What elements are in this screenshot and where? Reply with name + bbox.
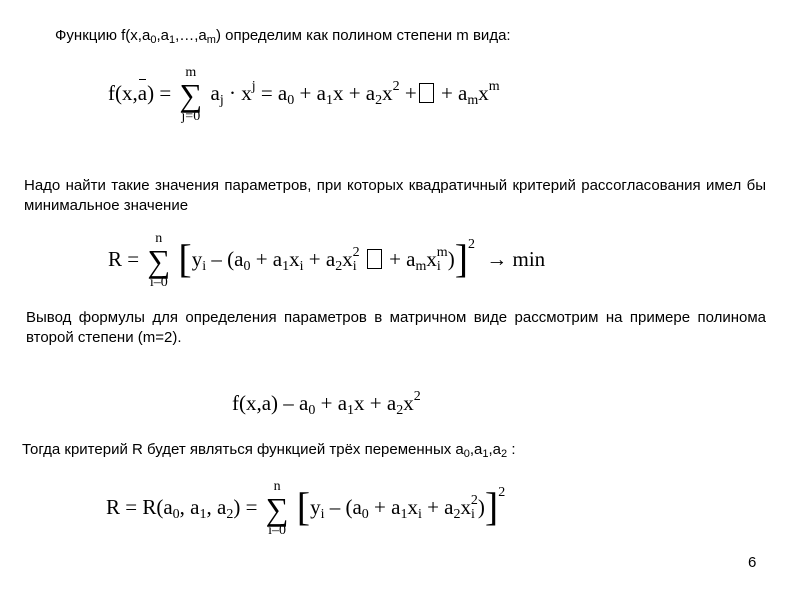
- formula-text: , a: [179, 494, 200, 519]
- formula-text: x: [460, 494, 472, 519]
- criterion-three-vars-formula: [106, 480, 505, 538]
- formula-sub: 2: [396, 403, 404, 418]
- formula-text: y: [310, 494, 321, 519]
- formula-text: + a: [389, 246, 416, 271]
- formula-sup: j: [251, 78, 256, 94]
- paragraph-three-variables: [22, 440, 516, 464]
- formula-sup: m: [436, 244, 448, 260]
- intro-sub: m: [206, 34, 216, 46]
- vector-a: a: [137, 80, 148, 105]
- formula-text: + a: [308, 246, 336, 271]
- formula-text: = a: [260, 80, 288, 105]
- sum-upper: n: [155, 231, 163, 246]
- bracket-close: ]: [484, 483, 499, 529]
- formula-text: x: [403, 391, 414, 415]
- formula-sub: 2: [453, 506, 461, 522]
- sigma-icon: ∑: [265, 491, 289, 527]
- intro-text: ) определим как полином степени m вида:: [215, 27, 511, 44]
- page-number: 6: [748, 554, 757, 571]
- formula-sub: m: [467, 92, 479, 108]
- sum-lower: i–0: [268, 523, 287, 538]
- formula-text: f(x,: [108, 80, 138, 105]
- formula-text: – (a: [211, 246, 244, 271]
- formula-sup: 2: [413, 389, 421, 404]
- formula-sub: i: [299, 258, 304, 274]
- sum-upper: m: [185, 65, 197, 80]
- formula-sub: j: [219, 92, 224, 108]
- formula-sub: 1: [400, 506, 408, 522]
- bracket-open: [: [178, 235, 192, 281]
- formula-sub: 1: [325, 92, 333, 108]
- formula-sub: 0: [243, 258, 251, 274]
- formula-text: y: [191, 246, 203, 271]
- formula-text: x + a: [354, 391, 397, 415]
- formula-text: x: [382, 80, 393, 105]
- formula-text: – (a: [329, 494, 362, 519]
- formula-text: f(x,a) – a: [232, 391, 309, 415]
- arrow-min: → min: [486, 246, 546, 271]
- formula-sub: 0: [308, 403, 316, 418]
- formula-sup: 2: [352, 244, 360, 260]
- formula-text: x: [426, 246, 437, 271]
- quadratic-formula: [232, 390, 421, 418]
- sum-symbol: [147, 232, 170, 290]
- formula-sub: i: [417, 506, 422, 522]
- sigma-icon: ∑: [179, 77, 203, 113]
- formula-text: x + a: [332, 80, 376, 105]
- formula-text: ) =: [147, 80, 172, 105]
- sum-symbol: [179, 66, 202, 124]
- formula-text: + a: [374, 494, 401, 519]
- sum-upper: n: [273, 479, 281, 494]
- paragraph-sub: 0: [463, 448, 470, 460]
- formula-text: + a: [299, 80, 326, 105]
- intro-text: ,…,a: [175, 27, 207, 44]
- intro-text: ,a: [156, 27, 169, 44]
- formula-text: + a: [427, 494, 454, 519]
- formula-text: R = R(a: [106, 494, 173, 519]
- bracket-open: [: [296, 483, 311, 529]
- formula-sub: m: [415, 258, 427, 274]
- formula-sub: 0: [172, 506, 180, 522]
- formula-text: x: [289, 246, 300, 271]
- formula-sub: i: [471, 506, 475, 522]
- formula-sub: 0: [361, 506, 369, 522]
- formula-text: R =: [108, 246, 140, 271]
- formula-text: x: [407, 494, 418, 519]
- formula-text: ) =: [233, 494, 258, 519]
- formula-sub: 2: [226, 506, 234, 522]
- bracket-close: ]: [454, 235, 469, 281]
- paragraph-text: Тогда критерий R будет являться функцией трёх переменных a: [22, 441, 464, 458]
- paragraph-text: ,a: [488, 441, 502, 458]
- paragraph-sub: 1: [482, 448, 489, 460]
- intro-sub: 1: [168, 34, 176, 46]
- criterion-formula: [108, 232, 545, 290]
- sum-symbol: [266, 480, 289, 538]
- formula-sup: 2: [470, 492, 478, 508]
- formula-sub: 1: [282, 258, 290, 274]
- formula-sub: 2: [335, 258, 343, 274]
- placeholder-box-icon: [419, 83, 434, 103]
- formula-sub: 1: [347, 403, 355, 418]
- paragraph-derivation: Вывод формулы для определения параметров в матричном виде рассмотрим на примере полинома второй степени (m=2).: [26, 309, 766, 346]
- formula-text: + a: [255, 246, 283, 271]
- intro-text: Функцию f(x,a: [55, 27, 151, 44]
- sum-lower: j=0: [181, 109, 201, 124]
- formula-text: ): [477, 494, 485, 519]
- formula-sub: 1: [199, 506, 207, 522]
- formula-sup: m: [488, 78, 500, 94]
- sum-lower: i–0: [149, 275, 168, 290]
- formula-text: a: [210, 80, 220, 105]
- paragraph-text: ,a: [469, 441, 483, 458]
- placeholder-box-icon: [367, 249, 382, 269]
- paragraph-criterion: Надо найти такие значения параметров, при которых квадратичный критерий рассогласования имел бы минимальное значение: [24, 177, 766, 214]
- sigma-icon: ∑: [147, 243, 171, 279]
- formula-sub: i: [202, 258, 207, 274]
- formula-text: · x: [228, 80, 252, 105]
- formula-text: ): [447, 246, 455, 271]
- formula-sub: i: [352, 258, 357, 274]
- formula-sup: 2: [392, 78, 400, 94]
- paragraph-sub: 2: [501, 448, 508, 460]
- formula-text: x: [342, 246, 353, 271]
- formula-sup: 2: [498, 484, 506, 500]
- formula-text: + a: [440, 80, 468, 105]
- formula-text: , a: [206, 494, 227, 519]
- formula-sub: i: [436, 258, 441, 274]
- formula-sub: 2: [375, 92, 383, 108]
- formula-sup: 2: [468, 236, 476, 252]
- formula-text: + a: [320, 391, 348, 415]
- paragraph-text: :: [507, 441, 516, 458]
- formula-sub: i: [320, 506, 325, 522]
- polynomial-formula: [108, 66, 500, 124]
- intro-line: [55, 26, 511, 50]
- formula-text: x: [478, 80, 489, 105]
- intro-sub: 0: [150, 34, 157, 46]
- formula-sub: 0: [287, 92, 295, 108]
- formula-text: +: [404, 80, 417, 105]
